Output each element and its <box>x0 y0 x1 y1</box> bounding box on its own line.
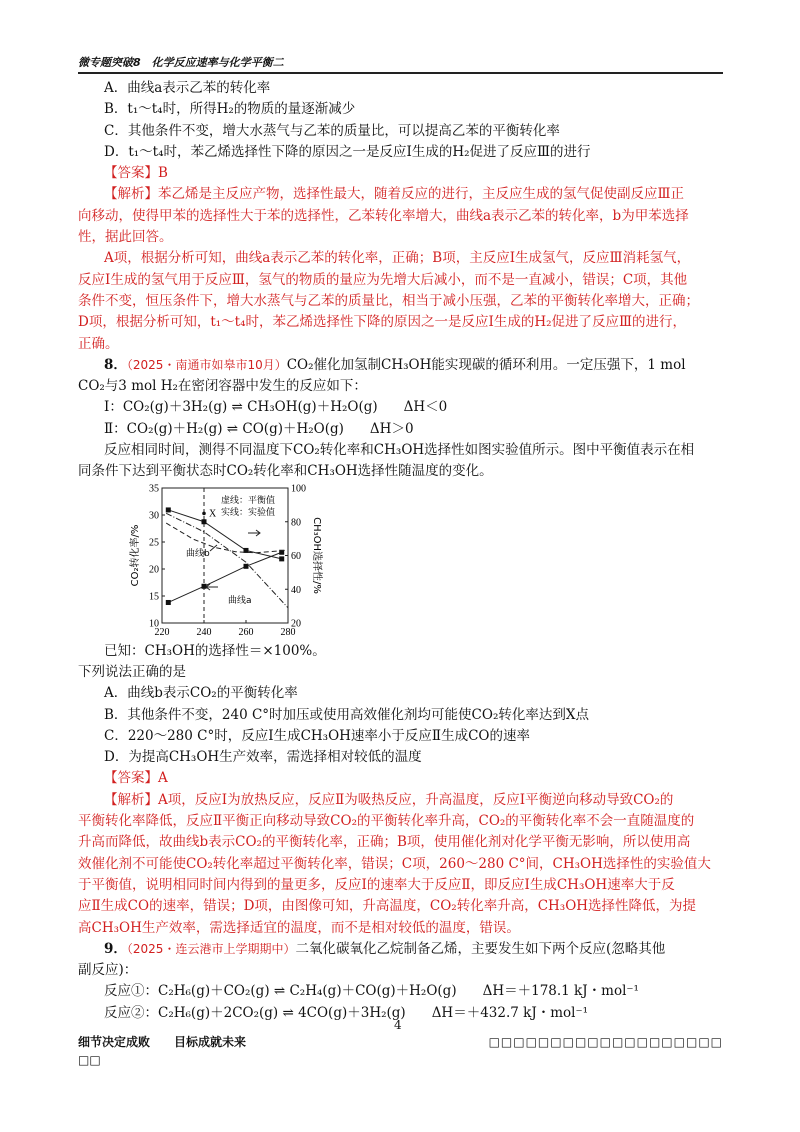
footer-boxes: □□□□□□□□□□□□□□□□□□□ <box>488 1035 723 1049</box>
q8-explain-line: 升高而降低，故曲线b表示CO₂的平衡转化率，正确；B项，使用催化剂对化学平衡无影响，所以使用高 <box>78 834 691 851</box>
right-tick-label: 20 <box>291 618 301 630</box>
page-content <box>78 78 723 1024</box>
series-line <box>166 513 288 608</box>
q9-number: 9． <box>104 940 127 957</box>
q7-explain-line: A项，根据分析可知，曲线a表示乙苯的转化率，正确；B项，主反应Ⅰ生成氢气，反应Ⅲ消耗氢气， <box>104 250 691 267</box>
q7-option-a: A．曲线a表示乙苯的转化率 <box>104 80 271 96</box>
q9-reaction-2-equation: 反应②：C₂H₆(g)＋2CO₂(g) ⇌ 4CO(g)＋3H₂(g) <box>104 1004 406 1021</box>
data-point <box>166 600 171 605</box>
q8-explain-line: 效催化剂不可能使CO₂转化率超过平衡转化率，错误；C项，260～280 C°间，CH₃OH选择性的实验值大 <box>78 855 711 872</box>
q9-stem-line2: 副反应)： <box>78 962 138 979</box>
page-header <box>78 54 723 74</box>
x-tick-label: 240 <box>196 626 212 638</box>
q7-explain-line: 向移动，使得甲苯的选择性大于苯的选择性，乙苯转化率增大，曲线a表示乙苯的转化率，b为甲苯选择 <box>78 207 689 224</box>
page-footer <box>78 1033 723 1069</box>
q8-source: （2025・南通市如皋市10月） <box>126 357 287 372</box>
q9-reaction-2-dh: ΔH＝＋432.7 kJ・mol⁻¹ <box>431 1004 589 1021</box>
header-title: 微专题突破8 化学反应速率与化学平衡二 <box>78 56 284 69</box>
x-tick-label: 260 <box>238 626 254 638</box>
footer-boxes-line2: □□ <box>78 1053 101 1067</box>
x-point-marker <box>202 511 206 515</box>
q7-explain-line: 条件不变，恒压条件下，增大水蒸气与乙苯的质量比，相当于减小压强，乙苯的平衡转化率增大，正确； <box>78 292 699 309</box>
q8-reaction-1 <box>78 397 723 418</box>
right-tick-label: 100 <box>291 483 306 495</box>
right-tick-label: 80 <box>291 516 301 528</box>
q7-explain-line: D项，根据分析可知，t₁～t₄时，苯乙烯选择性下降的原因之一是反应Ⅰ生成的H₂促进了反应Ⅲ的进行， <box>78 314 687 331</box>
q8-answer: 【答案】A <box>104 770 168 787</box>
q9-reaction-1 <box>78 981 723 1002</box>
q8-stem-text: CO₂催化加氢制CH₃OH能实现碳的循环利用。一定压强下，1 mol <box>286 356 686 373</box>
q7-explain-line: 反应Ⅰ生成的氢气用于反应Ⅲ，氢气的物质的量应为先增大后减小，而不是一直减小，错误；C项，其他 <box>78 271 688 288</box>
left-tick-label: 15 <box>149 591 159 603</box>
q7-answer: 【答案】B <box>104 165 168 182</box>
q8-reaction-1-dh: ΔH＜0 <box>403 399 448 416</box>
q9-reaction-1-dh: ΔH＝＋178.1 kJ・mol⁻¹ <box>482 983 639 1000</box>
data-point <box>202 583 207 588</box>
data-point <box>202 519 207 524</box>
q8-explain-line: 【解析】A项，反应Ⅰ为放热反应，反应Ⅱ为吸热反应，升高温度，反应Ⅰ平衡逆向移动导致CO₂的 <box>104 791 674 808</box>
q9-source: （2025・连云港市上学期期中） <box>126 941 296 956</box>
q9-stem-text: 二氧化碳氧化乙烷制备乙烯，主要发生如下两个反应(忽略其他 <box>295 940 666 957</box>
q7-explain-line: 【解析】苯乙烯是主反应产物，选择性最大，随着反应的进行，主反应生成的氢气促使副反应Ⅲ正 <box>104 186 685 203</box>
q8-number: 8． <box>104 356 127 373</box>
series-line <box>168 552 281 602</box>
legend-experimental: 实线：实验值 <box>220 507 276 518</box>
q7-explain-line: 性，据此回答。 <box>78 229 173 246</box>
q8-known: 已知：CH₃OH的选择性＝×100%。 <box>104 642 326 659</box>
left-tick-label: 35 <box>149 483 159 495</box>
q8-reaction-1-equation: Ⅰ：CO₂(g)＋3H₂(g) ⇌ CH₃OH(g)＋H₂O(g) <box>104 399 378 416</box>
left-tick-label: 25 <box>149 537 159 549</box>
q8-explain-line: 高CH₃OH生产效率，需选择适宜的温度，而不是相对较低的温度，错误。 <box>78 919 520 936</box>
q8-option-c: C．220～280 C°时，反应Ⅰ生成CH₃OH速率小于反应Ⅱ生成CO的速率 <box>104 727 530 744</box>
q8-reaction-2 <box>78 419 723 440</box>
q9-stem <box>78 939 723 960</box>
q8-description: 反应相同时间，测得不同温度下CO₂转化率和CH₃OH选择性如图实验值所示。图中平衡值表示在相 <box>104 442 695 459</box>
page-number: 4 <box>394 1018 402 1032</box>
left-axis-label: CO₂转化率/% <box>130 524 141 587</box>
legend-equilibrium: 虚线：平衡值 <box>220 495 276 506</box>
left-tick-label: 10 <box>149 618 159 630</box>
x-tick-label: 280 <box>280 626 296 638</box>
footer-slogan: 细节决定成败 目标成就未来 <box>78 1035 247 1049</box>
left-tick-label: 20 <box>149 564 159 576</box>
q8-question: 下列说法正确的是 <box>78 663 186 680</box>
x-point-label: X <box>209 508 217 520</box>
left-tick-label: 30 <box>149 510 159 522</box>
q7-option-c: C．其他条件不变，增大水蒸气与乙苯的质量比，可以提高乙苯的平衡转化率 <box>104 122 560 139</box>
data-point <box>279 556 284 561</box>
q9-reaction-1-equation: 反应①：C₂H₆(g)＋CO₂(g) ⇌ C₂H₄(g)＋CO(g)＋H₂O(g) <box>104 983 457 1000</box>
arrow-right-icon <box>248 530 260 536</box>
curve-a-label: 曲线a <box>228 595 252 606</box>
q8-reaction-2-dh: ΔH＞0 <box>369 420 414 437</box>
q8-option-b: B．其他条件不变，240 C°时加压或使用高效催化剂均可能使CO₂转化率达到X点 <box>104 706 589 723</box>
chart-container <box>110 483 723 641</box>
q8-explain-line: 于平衡值，说明相同时间内得到的量更多，反应Ⅰ的速率大于反应Ⅱ，即反应Ⅰ生成CH₃OH速率大于反 <box>78 876 675 893</box>
q8-option-d: D．为提高CH₃OH生产效率，需选择相对较低的温度 <box>104 749 422 766</box>
right-axis-label: CH₃OH选择性/% <box>311 516 322 594</box>
q8-reaction-2-equation: Ⅱ：CO₂(g)＋H₂(g) ⇌ CO(g)＋H₂O(g) <box>104 420 344 437</box>
q8-explain-line: 应Ⅱ生成CO的速率，错误；D项，由图像可知，升高温度，CO₂转化率升高，CH₃OH选择性降低，为提 <box>78 898 697 915</box>
q8-description-line2: 同条件下达到平衡状态时CO₂转化率和CH₃OH选择性随温度的变化。 <box>78 463 493 480</box>
q8-stem <box>78 355 723 376</box>
q7-option-b: B．t₁～t₄时，所得H₂的物质的量逐渐减少 <box>104 101 356 118</box>
q7-option-d: D．t₁～t₄时，苯乙烯选择性下降的原因之一是反应Ⅰ生成的H₂促进了反应Ⅲ的进行 <box>104 143 591 160</box>
q8-stem-line2: CO₂与3 mol H₂在密闭容器中发生的反应如下： <box>78 378 367 395</box>
curve-b-label: 曲线b <box>186 548 210 559</box>
co2-methanol-chart <box>110 483 340 641</box>
data-point <box>166 507 171 512</box>
x-tick-label: 220 <box>154 626 170 638</box>
right-tick-label: 60 <box>291 550 301 562</box>
right-tick-label: 40 <box>291 584 301 596</box>
q8-option-a: A．曲线b表示CO₂的平衡转化率 <box>104 685 298 702</box>
q7-explain-line: 正确。 <box>78 335 119 352</box>
q8-explain-line: 平衡转化率降低，反应Ⅱ平衡正向移动导致CO₂的平衡转化率升高，CO₂的平衡转化率不会一直随温度的 <box>78 813 695 830</box>
